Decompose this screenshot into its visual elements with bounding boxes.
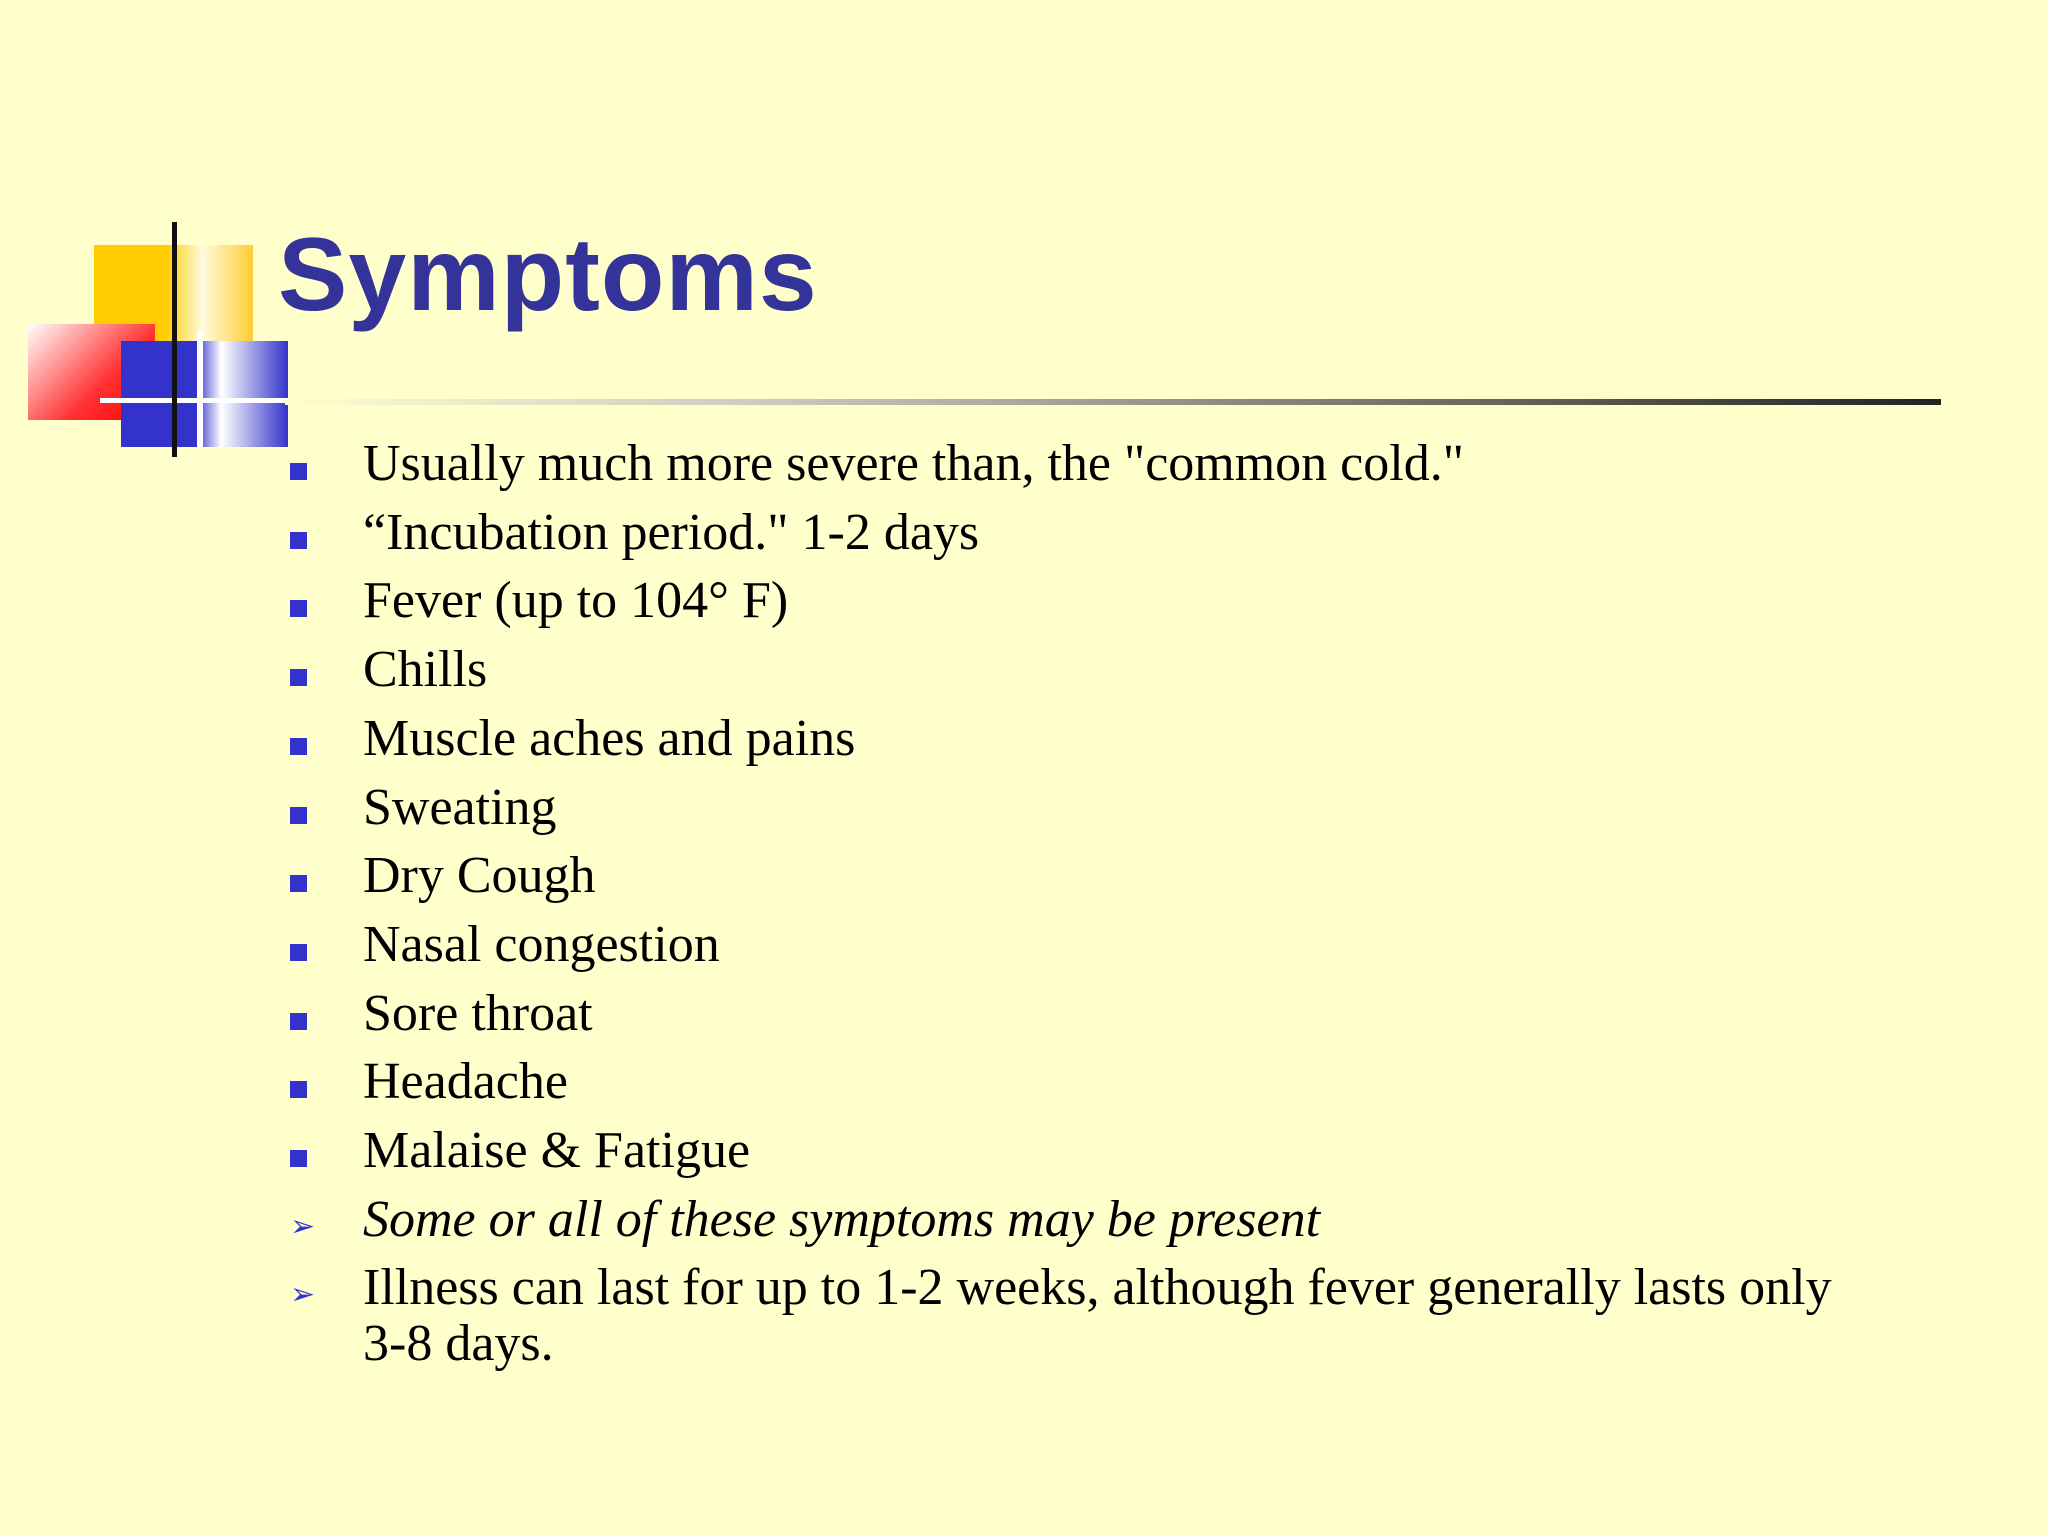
square-bullet-icon	[290, 1013, 307, 1030]
bullet-text: “Incubation period." 1-2 days	[363, 503, 980, 561]
square-bullet-icon	[290, 807, 307, 824]
square-bullet-icon	[290, 1150, 307, 1167]
bullet-text: Usually much more severe than, the "common cold."	[363, 435, 1464, 492]
bullet-item	[286, 705, 1846, 774]
square-bullet-icon	[290, 944, 307, 961]
bullet-item	[286, 774, 1846, 843]
bullet-text: Nasal congestion	[363, 915, 720, 973]
square-bullet-icon	[290, 1081, 307, 1098]
bullet-item	[286, 842, 1846, 911]
bullet-text: Sweating	[363, 778, 557, 836]
bullet-text: Some or all of these symptoms may be present	[363, 1190, 1321, 1248]
bullet-item	[286, 980, 1846, 1049]
bullet-item	[286, 1254, 1846, 1372]
square-bullet-icon	[290, 738, 307, 755]
bullet-item	[286, 499, 1846, 568]
bullet-text: Fever (up to 104° F)	[363, 572, 789, 630]
square-bullet-icon	[290, 875, 307, 892]
bullet-text: Illness can last for up to 1-2 weeks, although fever generally lasts only 3-8 days.	[363, 1259, 1832, 1373]
bullet-item	[286, 567, 1846, 636]
logo-black-vertical-line	[172, 222, 177, 457]
bullet-text: Chills	[363, 641, 488, 699]
square-bullet-icon	[290, 463, 307, 480]
square-bullet-icon	[290, 600, 307, 617]
logo-white-vertical-line	[197, 331, 203, 447]
bullet-item	[286, 430, 1846, 499]
bullet-item	[286, 1048, 1846, 1117]
bullet-item	[286, 1186, 1846, 1255]
logo-white-horizontal-line	[100, 398, 290, 403]
bullet-item	[286, 636, 1846, 705]
slide-title: Symptoms	[278, 217, 818, 333]
arrow-bullet-icon: ➢	[290, 1208, 316, 1244]
bullet-text: Sore throat	[363, 984, 593, 1042]
square-bullet-icon	[290, 532, 307, 549]
logo-blue-square	[121, 341, 288, 447]
bullet-text: Malaise & Fatigue	[363, 1122, 751, 1180]
square-bullet-icon	[290, 669, 307, 686]
bullet-text: Headache	[363, 1053, 568, 1111]
arrow-bullet-icon: ➢	[290, 1277, 316, 1313]
bullet-list	[286, 430, 1846, 1372]
bullet-item	[286, 911, 1846, 980]
title-underline	[285, 399, 1941, 405]
bullet-text: Muscle aches and pains	[363, 709, 856, 767]
bullet-item	[286, 1117, 1846, 1186]
bullet-text: Dry Cough	[363, 847, 596, 905]
